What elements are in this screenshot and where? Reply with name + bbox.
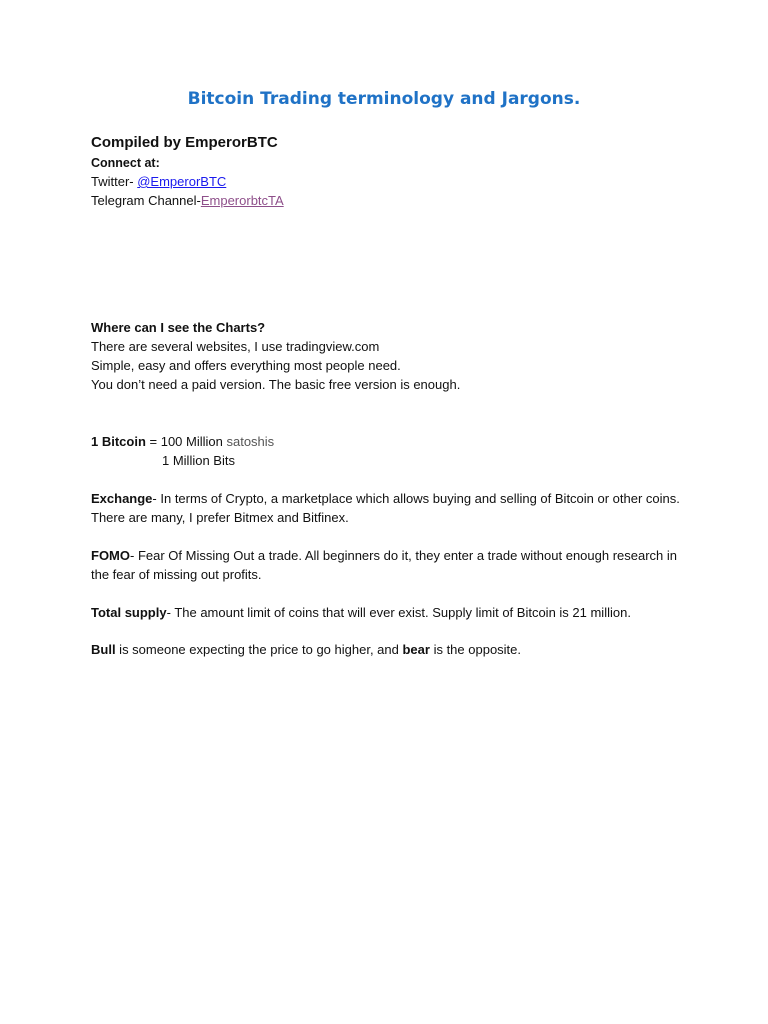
fomo-text: - Fear Of Missing Out a trade. All beginners do it, they enter a trade without enough research in the fear of missing out profits. <box>91 548 678 582</box>
twitter-line <box>91 172 691 191</box>
bull-bear-end: is the opposite. <box>429 642 522 657</box>
charts-line-3: You don’t need a paid version. The basic free version is enough. <box>91 377 461 392</box>
charts-line-2: Simple, easy and offers everything most people need. <box>91 358 401 373</box>
bitcoin-unit-satoshis: satoshis <box>226 434 275 449</box>
charts-line-1: There are several websites, I use tradingview.com <box>91 339 380 354</box>
bitcoin-units-line-2: 1 Million Bits <box>162 453 235 468</box>
exchange-text: - In terms of Crypto, a marketplace which allows buying and selling of Bitcoin or other coins. There are many, I prefer Bitmex and Bitfinex. <box>91 491 680 525</box>
bull-term: Bull <box>91 642 116 657</box>
bull-bear-definition <box>91 640 691 659</box>
telegram-line <box>91 191 691 210</box>
telegram-link[interactable]: EmperorbtcTA <box>200 193 284 208</box>
twitter-link[interactable]: @EmperorBTC <box>137 174 227 189</box>
charts-question: Where can I see the Charts? <box>91 320 266 335</box>
connect-label: Connect at: <box>91 156 160 170</box>
exchange-definition <box>91 489 691 527</box>
compiled-by: Compiled by EmperorBTC <box>91 134 278 151</box>
fomo-term: FOMO <box>91 548 130 563</box>
bull-bear-middle: is someone expecting the price to go higher, and <box>115 642 403 657</box>
document-title: Bitcoin Trading terminology and Jargons. <box>187 89 581 109</box>
exchange-term: Exchange <box>91 491 153 506</box>
bitcoin-equals: = 100 Million <box>145 434 227 449</box>
total-supply-text: - The amount limit of coins that will ever exist. Supply limit of Bitcoin is 21 million. <box>166 605 631 620</box>
total-supply-definition <box>91 603 691 622</box>
twitter-label: Twitter- <box>91 174 138 189</box>
total-supply-term: Total supply <box>91 605 167 620</box>
fomo-definition <box>91 546 691 584</box>
bitcoin-units-line-1 <box>91 432 691 451</box>
telegram-label: Telegram Channel- <box>91 193 201 208</box>
bitcoin-term: 1 Bitcoin <box>91 434 146 449</box>
bear-term: bear <box>402 642 430 657</box>
